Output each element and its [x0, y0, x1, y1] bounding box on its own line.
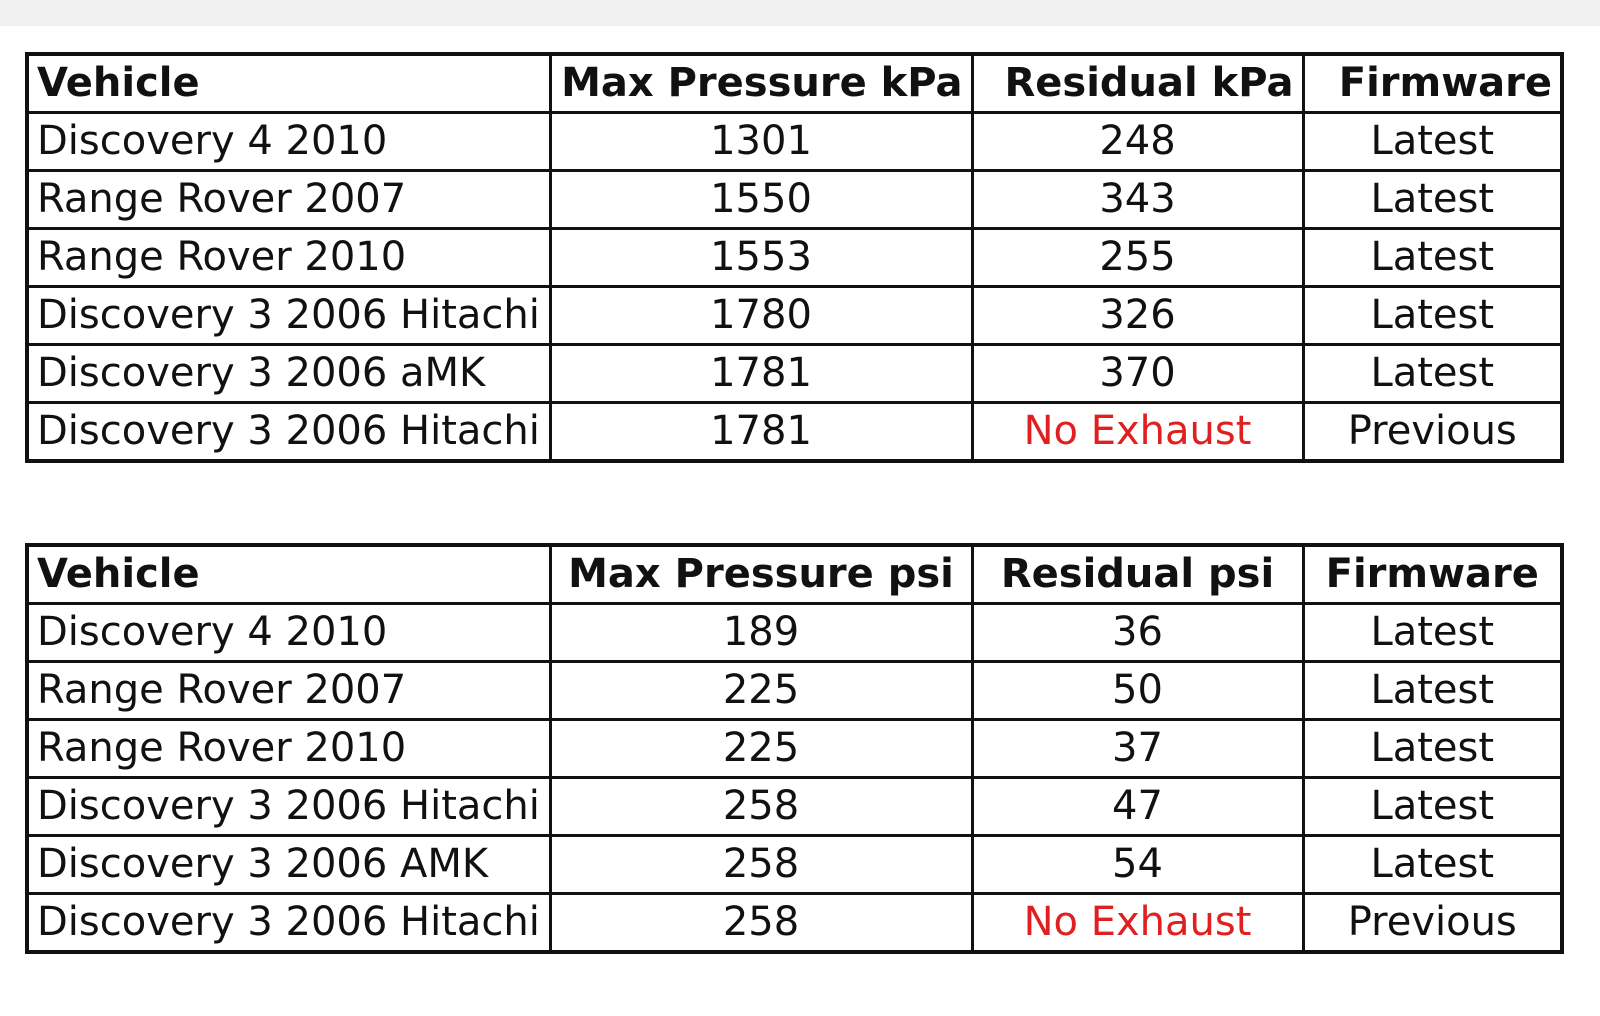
table-row — [27, 836, 1562, 894]
cell-residual: 343 — [972, 171, 1303, 229]
table-row — [27, 894, 1562, 953]
table-row — [27, 345, 1562, 403]
cell-max-pressure: 1780 — [550, 287, 972, 345]
header-residual: Residual psi — [972, 545, 1303, 604]
cell-vehicle: Discovery 4 2010 — [27, 604, 550, 662]
table-row — [27, 778, 1562, 836]
header-residual: Residual kPa — [972, 54, 1303, 113]
table-row — [27, 604, 1562, 662]
table-row — [27, 287, 1562, 345]
table-row — [27, 662, 1562, 720]
cell-residual: 255 — [972, 229, 1303, 287]
pressure-table-kpa-container — [25, 52, 1560, 463]
cell-firmware: Latest — [1303, 229, 1562, 287]
cell-max-pressure: 258 — [550, 894, 972, 953]
cell-max-pressure: 1781 — [550, 403, 972, 462]
table-row — [27, 229, 1562, 287]
cell-residual-alert: No Exhaust — [972, 403, 1303, 462]
table-header-row — [27, 545, 1562, 604]
cell-vehicle: Range Rover 2010 — [27, 720, 550, 778]
cell-firmware: Latest — [1303, 113, 1562, 171]
cell-firmware: Latest — [1303, 836, 1562, 894]
cell-firmware: Latest — [1303, 720, 1562, 778]
cell-firmware: Previous — [1303, 403, 1562, 462]
cell-residual: 50 — [972, 662, 1303, 720]
table-header-row — [27, 54, 1562, 113]
cell-max-pressure: 1553 — [550, 229, 972, 287]
cell-residual: 326 — [972, 287, 1303, 345]
cell-firmware: Previous — [1303, 894, 1562, 953]
cell-residual: 37 — [972, 720, 1303, 778]
cell-firmware: Latest — [1303, 604, 1562, 662]
cell-vehicle: Discovery 3 2006 aMK — [27, 345, 550, 403]
cell-max-pressure: 225 — [550, 720, 972, 778]
pressure-table-psi-container — [25, 543, 1560, 954]
cell-vehicle: Range Rover 2007 — [27, 171, 550, 229]
cell-vehicle: Range Rover 2007 — [27, 662, 550, 720]
table-row — [27, 720, 1562, 778]
cell-residual: 36 — [972, 604, 1303, 662]
cell-max-pressure: 258 — [550, 778, 972, 836]
cell-firmware: Latest — [1303, 287, 1562, 345]
header-firmware: Firmware — [1303, 54, 1562, 113]
cell-vehicle: Discovery 3 2006 Hitachi — [27, 894, 550, 953]
header-vehicle: Vehicle — [27, 54, 550, 113]
cell-max-pressure: 1550 — [550, 171, 972, 229]
cell-vehicle: Range Rover 2010 — [27, 229, 550, 287]
cell-residual-alert: No Exhaust — [972, 894, 1303, 953]
cell-max-pressure: 258 — [550, 836, 972, 894]
header-firmware: Firmware — [1303, 545, 1562, 604]
pressure-table-kpa — [25, 52, 1564, 463]
cell-residual: 47 — [972, 778, 1303, 836]
cell-max-pressure: 189 — [550, 604, 972, 662]
cell-vehicle: Discovery 3 2006 Hitachi — [27, 403, 550, 462]
header-max-pressure: Max Pressure psi — [550, 545, 972, 604]
cell-firmware: Latest — [1303, 662, 1562, 720]
cell-vehicle: Discovery 3 2006 AMK — [27, 836, 550, 894]
table-row — [27, 171, 1562, 229]
header-vehicle: Vehicle — [27, 545, 550, 604]
cell-firmware: Latest — [1303, 345, 1562, 403]
cell-firmware: Latest — [1303, 778, 1562, 836]
cell-max-pressure: 1781 — [550, 345, 972, 403]
cell-residual: 248 — [972, 113, 1303, 171]
top-strip — [0, 0, 1600, 26]
cell-vehicle: Discovery 3 2006 Hitachi — [27, 287, 550, 345]
pressure-table-psi — [25, 543, 1564, 954]
header-max-pressure: Max Pressure kPa — [550, 54, 972, 113]
cell-firmware: Latest — [1303, 171, 1562, 229]
table-row — [27, 403, 1562, 462]
cell-vehicle: Discovery 4 2010 — [27, 113, 550, 171]
table-row — [27, 113, 1562, 171]
cell-max-pressure: 225 — [550, 662, 972, 720]
cell-max-pressure: 1301 — [550, 113, 972, 171]
cell-residual: 54 — [972, 836, 1303, 894]
cell-residual: 370 — [972, 345, 1303, 403]
cell-vehicle: Discovery 3 2006 Hitachi — [27, 778, 550, 836]
